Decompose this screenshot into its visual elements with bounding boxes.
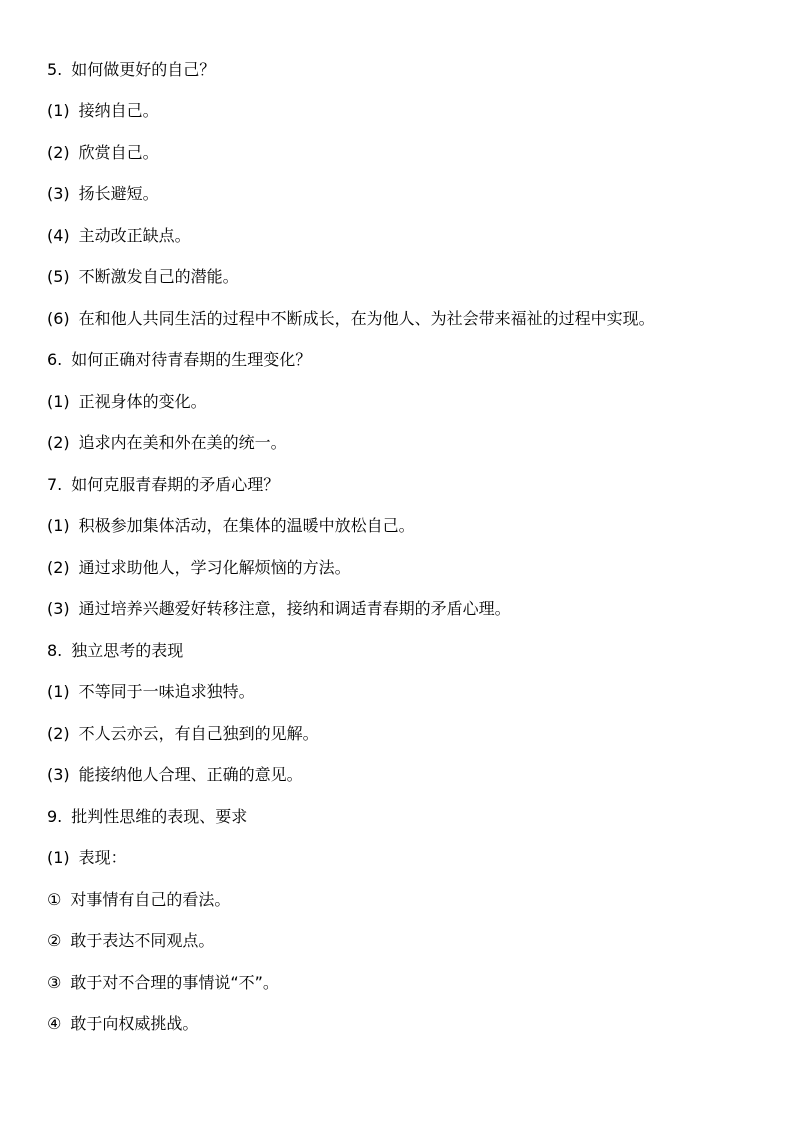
- item-number: 8.: [47, 641, 63, 660]
- item-text: 表现：: [78, 848, 127, 867]
- list-item: [47, 765, 303, 785]
- list-item: [47, 558, 351, 578]
- item-number: (1): [47, 848, 70, 867]
- list-item: [47, 724, 319, 744]
- list-item: [47, 848, 127, 868]
- item-number: (1): [47, 392, 70, 411]
- item-text: 在和他人共同生活的过程中不断成长，在为他人、为社会带来福祉的过程中实现。: [78, 309, 655, 328]
- item-number: 7.: [47, 475, 63, 494]
- item-number: (2): [47, 143, 70, 162]
- item-number: (5): [47, 267, 70, 286]
- heading-7: [47, 475, 279, 495]
- item-number: (6): [47, 309, 70, 328]
- item-text: 不断激发自己的潜能。: [78, 267, 239, 286]
- heading-5: [47, 60, 215, 80]
- list-item: [47, 392, 207, 412]
- item-text: 批判性思维的表现、要求: [71, 807, 248, 826]
- list-item: [47, 516, 415, 536]
- item-number: (3): [47, 599, 70, 618]
- list-item: [47, 682, 255, 702]
- item-text: 如何做更好的自己？: [71, 60, 216, 79]
- item-text: 不人云亦云，有自己独到的见解。: [78, 724, 319, 743]
- item-text: 主动改正缺点。: [78, 226, 191, 245]
- sub-list-item: [47, 1014, 198, 1034]
- heading-8: [47, 641, 183, 661]
- list-item: [47, 143, 159, 163]
- list-item: [47, 433, 287, 453]
- sub-list-item: [47, 973, 279, 993]
- heading-6: [47, 350, 311, 370]
- list-item: [47, 599, 511, 619]
- item-number: ④: [47, 1014, 62, 1033]
- list-item: [47, 309, 655, 329]
- item-number: 9.: [47, 807, 63, 826]
- item-text: 独立思考的表现: [71, 641, 184, 660]
- item-text: 如何正确对待青春期的生理变化？: [71, 350, 312, 369]
- item-number: ③: [47, 973, 62, 992]
- sub-list-item: [47, 890, 230, 910]
- item-text: 如何克服青春期的矛盾心理？: [71, 475, 280, 494]
- item-text: 敢于向权威挑战。: [70, 1014, 199, 1033]
- heading-9: [47, 807, 247, 827]
- item-text: 追求内在美和外在美的统一。: [78, 433, 287, 452]
- list-item: [47, 267, 239, 287]
- list-item: [47, 184, 159, 204]
- item-number: (2): [47, 433, 70, 452]
- item-text: 不等同于一味追求独特。: [78, 682, 255, 701]
- item-number: (2): [47, 558, 70, 577]
- item-text: 扬长避短。: [78, 184, 159, 203]
- sub-list-item: [47, 931, 214, 951]
- item-text: 能接纳他人合理、正确的意见。: [78, 765, 303, 784]
- item-text: 敢于对不合理的事情说“不”。: [70, 973, 279, 992]
- item-text: 欣赏自己。: [78, 143, 159, 162]
- item-text: 敢于表达不同观点。: [70, 931, 215, 950]
- item-text: 通过求助他人，学习化解烦恼的方法。: [78, 558, 351, 577]
- item-number: (2): [47, 724, 70, 743]
- item-number: (1): [47, 682, 70, 701]
- item-text: 对事情有自己的看法。: [70, 890, 231, 909]
- item-number: (4): [47, 226, 70, 245]
- item-text: 正视身体的变化。: [78, 392, 207, 411]
- item-number: (3): [47, 184, 70, 203]
- item-number: 6.: [47, 350, 63, 369]
- item-number: ①: [47, 890, 62, 909]
- list-item: [47, 101, 159, 121]
- item-text: 积极参加集体活动，在集体的温暖中放松自己。: [78, 516, 415, 535]
- list-item: [47, 226, 191, 246]
- item-number: 5.: [47, 60, 63, 79]
- item-number: ②: [47, 931, 62, 950]
- item-text: 通过培养兴趣爱好转移注意，接纳和调适青春期的矛盾心理。: [78, 599, 511, 618]
- item-text: 接纳自己。: [78, 101, 159, 120]
- item-number: (3): [47, 765, 70, 784]
- item-number: (1): [47, 516, 70, 535]
- item-number: (1): [47, 101, 70, 120]
